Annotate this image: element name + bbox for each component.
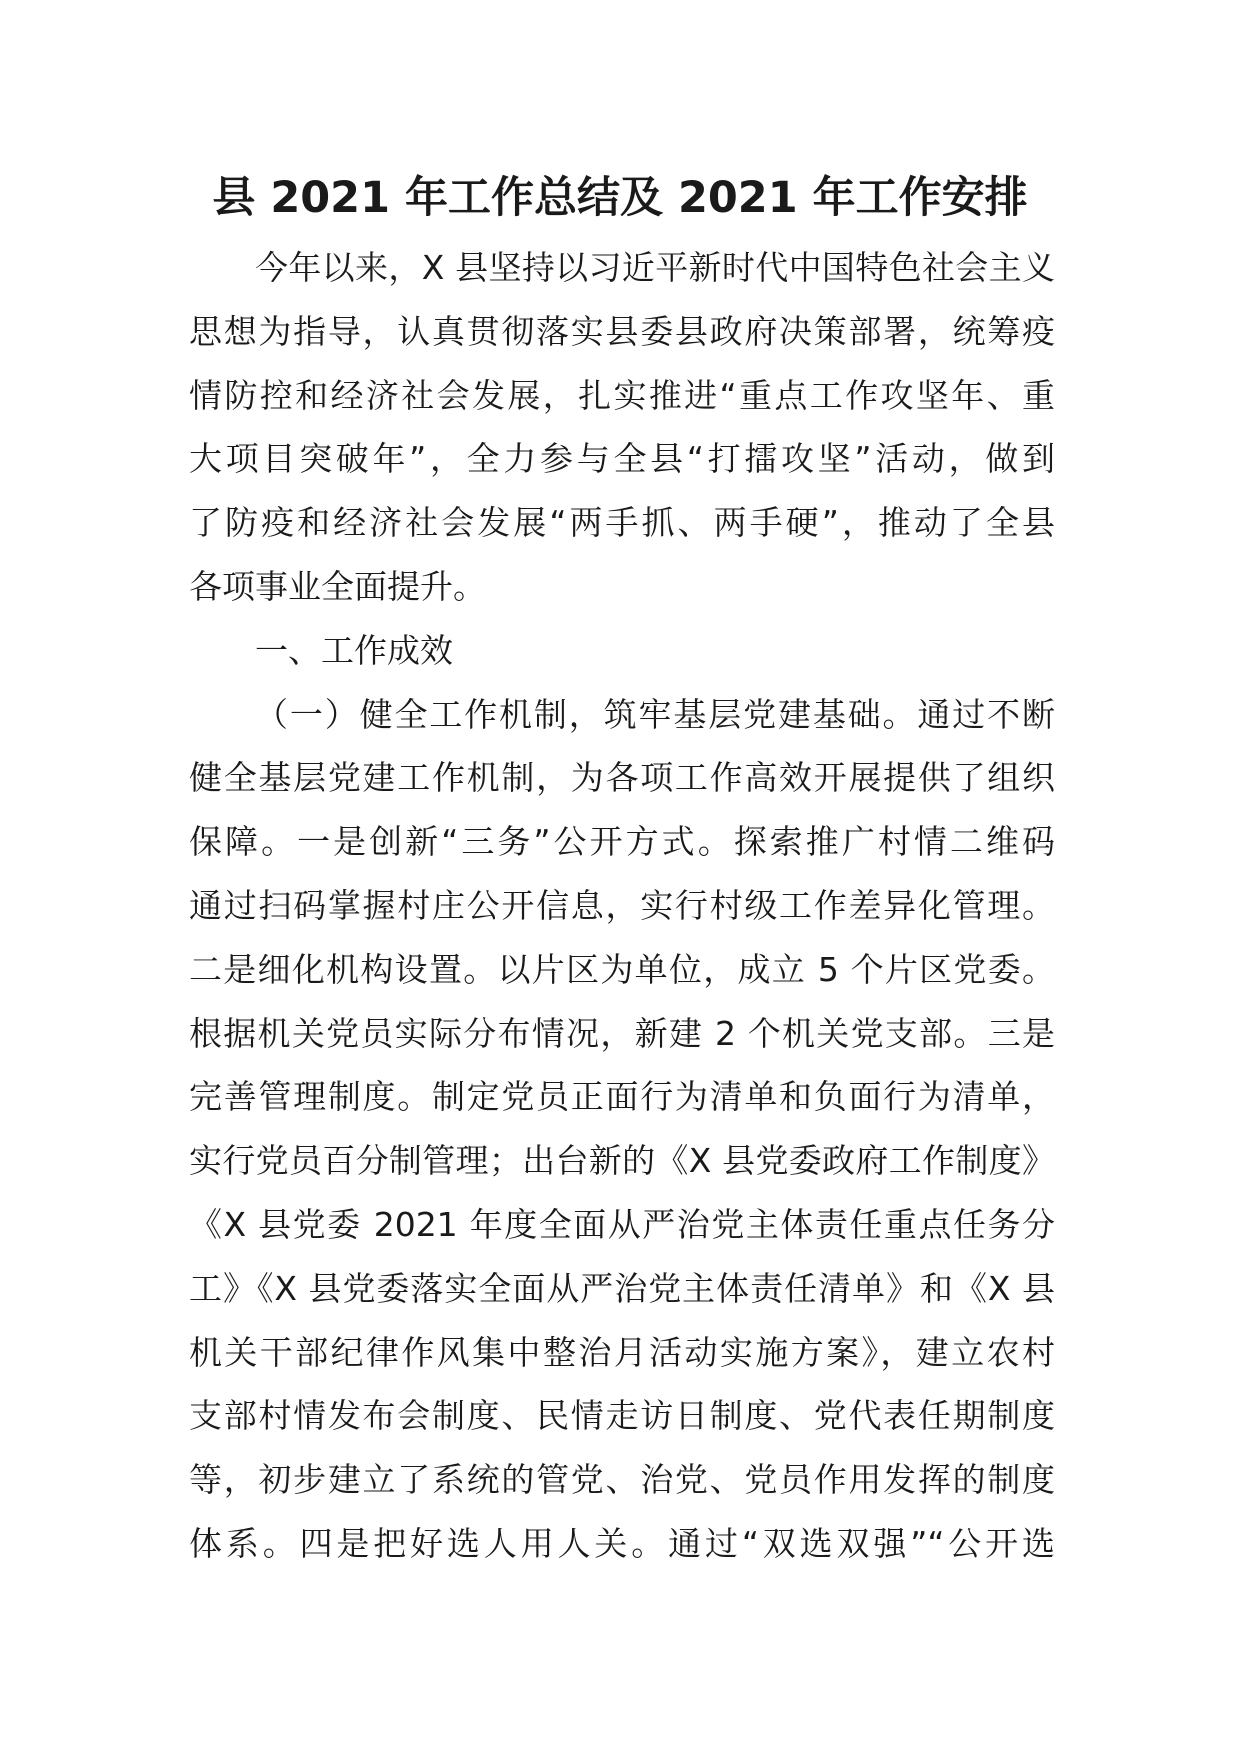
paragraph-2-line-11: 机关干部纪律作风集中整治月活动实施方案》，建立农村: [189, 1332, 1055, 1372]
paragraph-2-line-7: 完善管理制度。制定党员正面行为清单和负面行为清单，: [189, 1077, 1055, 1117]
paragraph-2-line-13: 等，初步建立了系统的管党、治党、党员作用发挥的制度: [189, 1460, 1055, 1500]
paragraph-1-line-4: 大项目突破年”，全力参与全县“打擂攻坚”活动，做到: [189, 439, 1055, 479]
paragraph-2-line-6: 根据机关党员实际分布情况，新建 2 个机关党支部。三是: [189, 1013, 1055, 1053]
paragraph-2-line-3: 保障。一是创新“三务”公开方式。探索推广村情二维码: [189, 822, 1055, 862]
paragraph-2-line-10: 工》《X 县党委落实全面从严治党主体责任清单》和《X 县: [189, 1268, 1055, 1308]
paragraph-2-line-2: 健全基层党建工作机制，为各项工作高效开展提供了组织: [189, 758, 1055, 798]
paragraph-2-line-14: 体系。四是把好选人用人关。通过“双选双强”“公开选: [189, 1523, 1055, 1563]
paragraph-1-line-1: 今年以来，X 县坚持以习近平新时代中国特色社会主义: [255, 248, 1055, 287]
paragraph-1-line-6: 各项事业全面提升。: [189, 566, 486, 606]
paragraph-2-line-12: 支部村情发布会制度、民情走访日制度、党代表任期制度: [189, 1396, 1055, 1436]
paragraph-2-line-8: 实行党员百分制管理；出台新的《X 县党委政府工作制度》: [189, 1141, 1055, 1181]
paragraph-1-line-2: 思想为指导，认真贯彻落实县委县政府决策部署，统筹疫: [189, 311, 1055, 351]
paragraph-2-line-9: 《X 县党委 2021 年度全面从严治党主体责任重点任务分: [189, 1204, 1055, 1244]
section-heading-achievements: 一、工作成效: [255, 630, 453, 670]
paragraph-2-line-1: （一）健全工作机制，筑牢基层党建基础。通过不断: [255, 694, 1055, 734]
document-body: [189, 236, 1055, 1576]
paragraph-2-line-5: 二是细化机构设置。以片区为单位，成立 5 个片区党委。: [189, 949, 1055, 989]
paragraph-1-line-5: 了防疫和经济社会发展“两手抓、两手硬”，推动了全县: [189, 503, 1055, 543]
document-title: 县 2021 年工作总结及 2021 年工作安排: [212, 173, 1028, 223]
paragraph-1-line-3: 情防控和经济社会发展，扎实推进“重点工作攻坚年、重: [189, 375, 1055, 415]
paragraph-2-line-4: 通过扫码掌握村庄公开信息，实行村级工作差异化管理。: [189, 885, 1055, 925]
